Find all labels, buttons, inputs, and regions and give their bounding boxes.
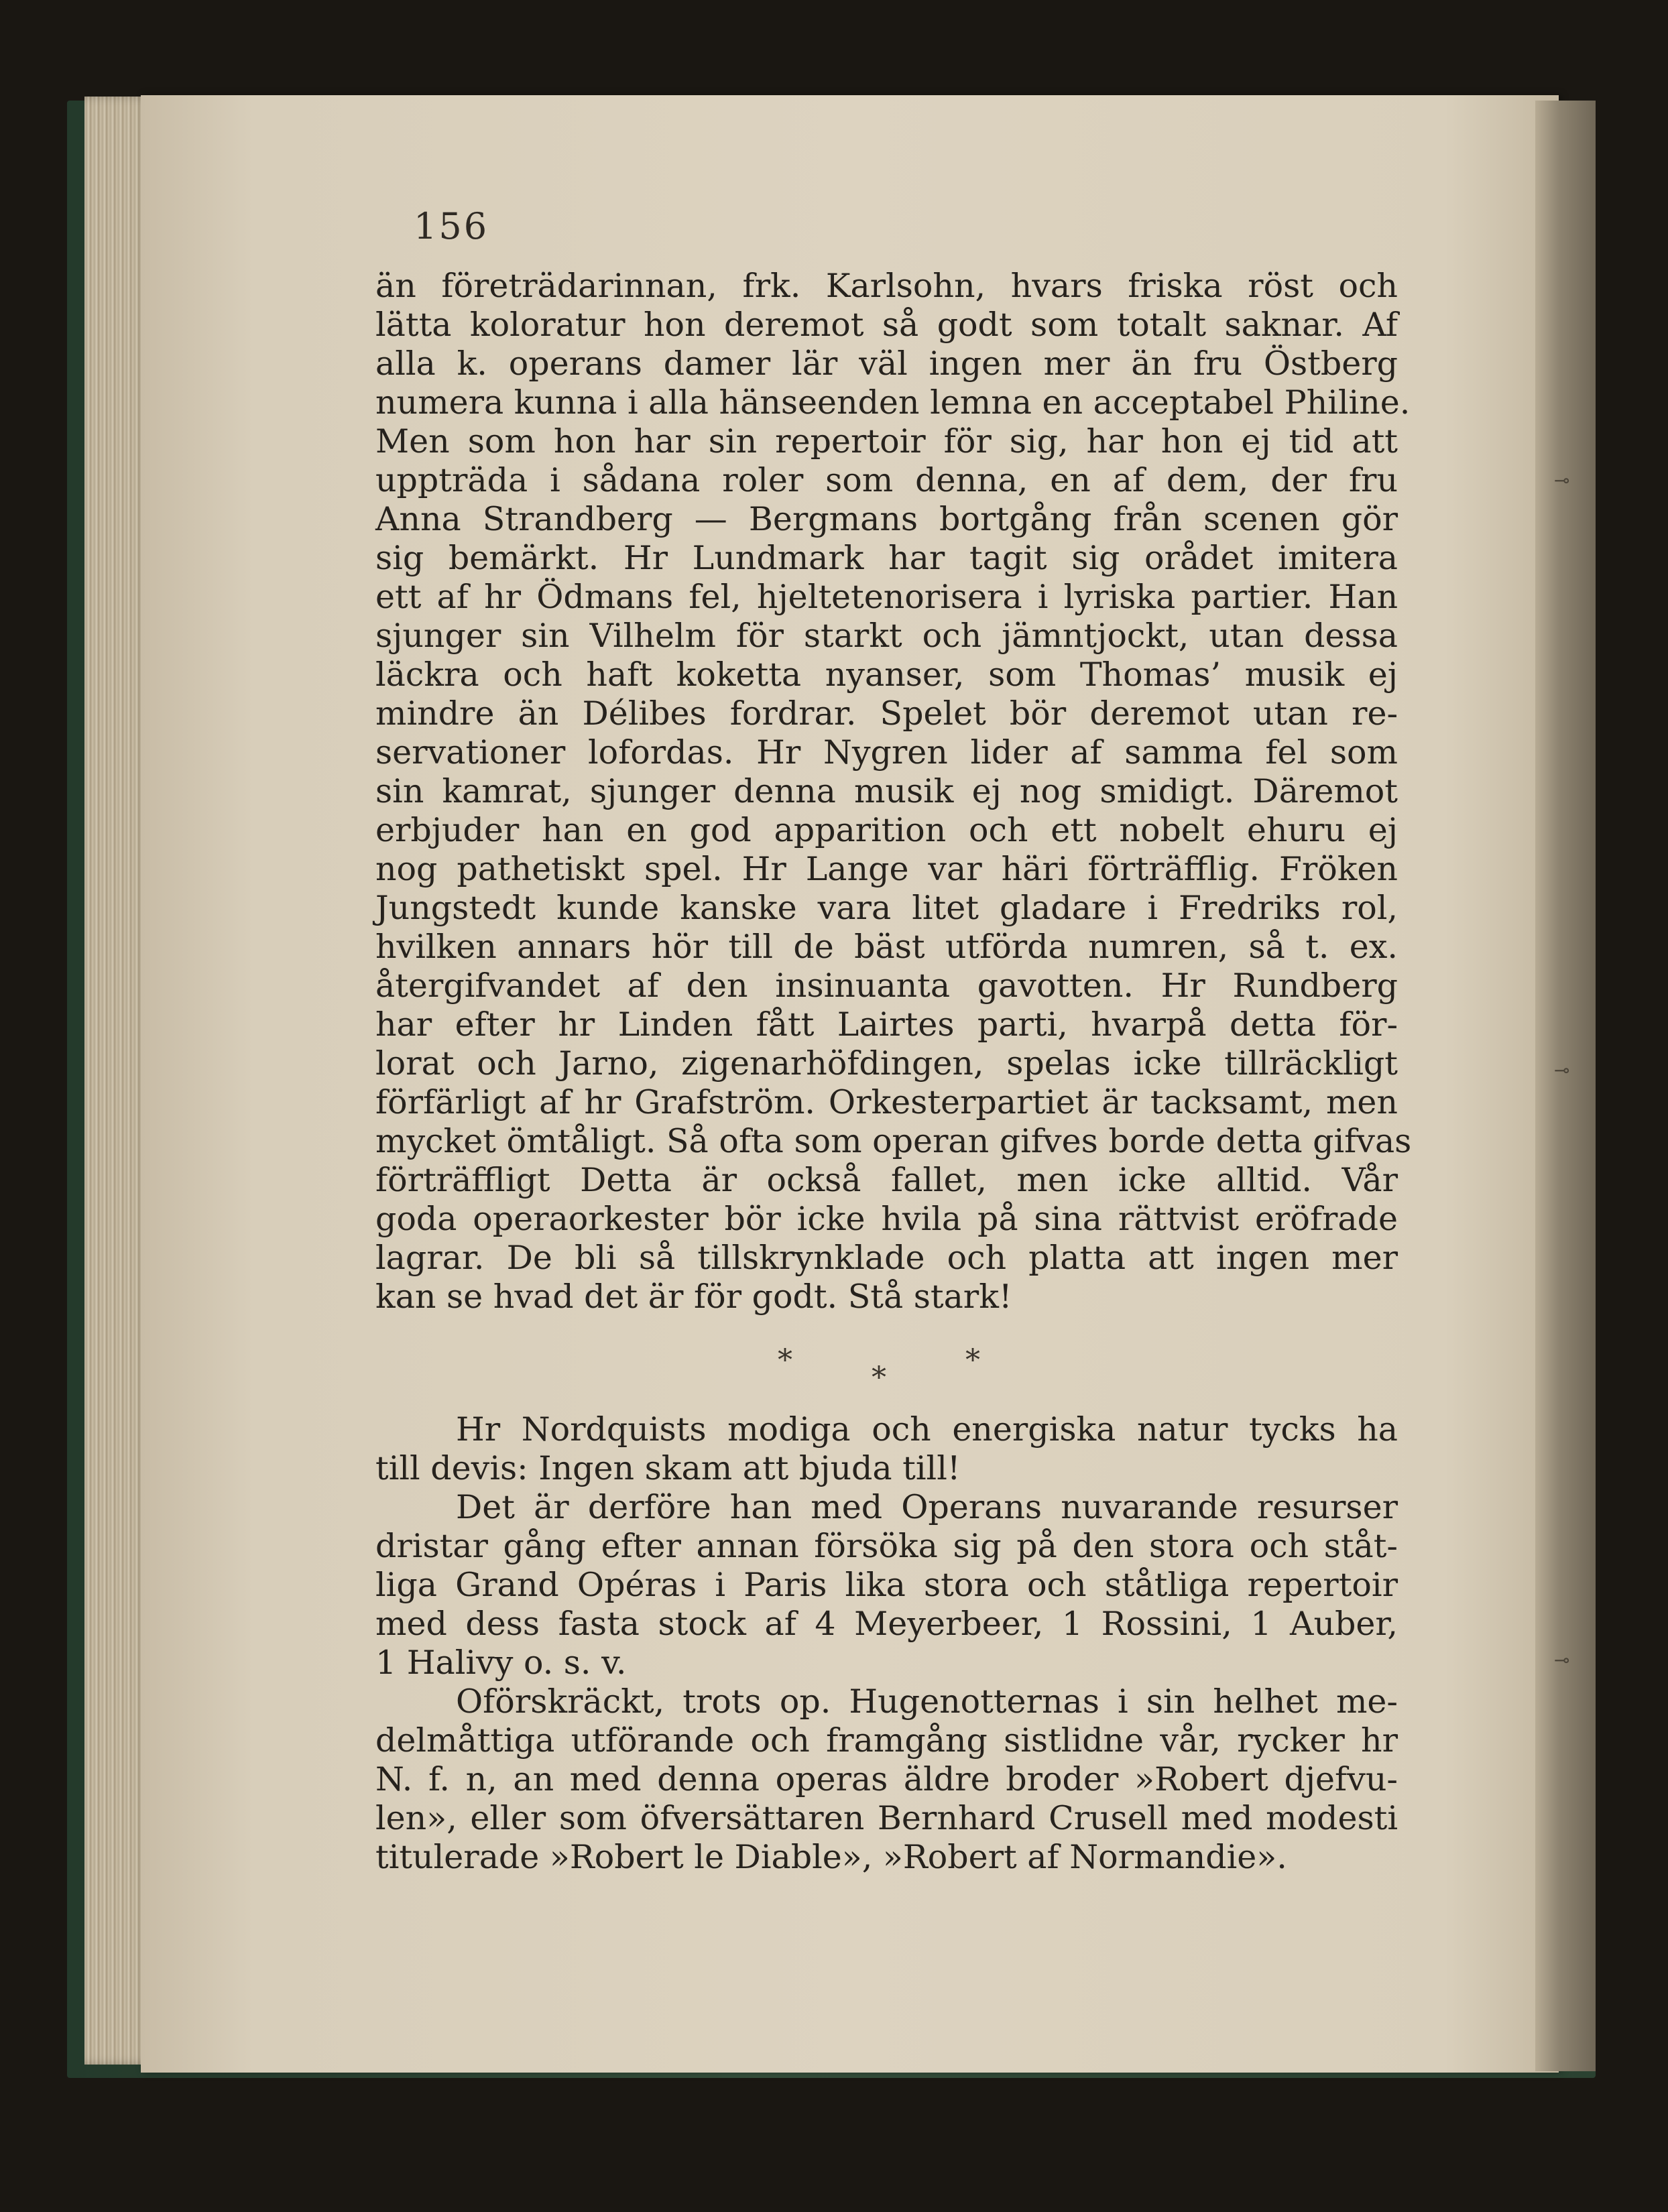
text-line: liga Grand Opéras i Paris lika stora och ståtliga repertoir [375,1566,1398,1604]
book-gutter [1535,101,1596,2071]
text-line: Jungstedt kunde kanske vara litet gladare i Fredriks rol, [375,889,1398,927]
text-line: läckra och haft koketta nyanser, som Thomas’ musik ej [375,656,1398,694]
text-line: servationer lofordas. Hr Nygren lider af samma fel som [375,733,1398,772]
spacer [375,1390,1398,1410]
text-line: sin kamrat, sjunger denna musik ej nog smidigt. Däremot [375,772,1398,810]
binding-thread-mark: ⊸ [1554,1649,1570,1671]
text-line: Anna Strandberg — Bergmans bortgång från scenen gör [375,500,1398,538]
text-line: än företrädarinnan, frk. Karlsohn, hvars friska röst och [375,267,1398,305]
text-line: goda operaorkester bör icke hvila på sina rättvist eröfrade [375,1200,1398,1238]
text-line: numera kunna i alla hänseenden lemna en acceptabel Philine. [375,383,1411,422]
asterisk: * [872,1361,886,1395]
text-line: mindre än Délibes fordrar. Spelet bör deremot utan re- [375,694,1398,733]
text-line: titulerade »Robert le Diable», »Robert af Normandie». [375,1838,1287,1876]
text-line: Det är derföre han med Operans nuvarande resurser [456,1488,1398,1526]
text-line: Men som hon har sin repertoir för sig, har hon ej tid att [375,422,1398,460]
text-line: förfärligt af hr Grafström. Orkesterpartiet är tacksamt, men [375,1083,1398,1121]
text-line: har efter hr Linden fått Lairtes parti, hvarpå detta för- [375,1005,1398,1044]
text-line: uppträda i sådana roler som denna, en af dem, der fru [375,461,1398,499]
review-section [375,267,1412,1316]
paragraph [375,1410,1398,1488]
text-line: sig bemärkt. Hr Lundmark har tagit sig orådet imitera [375,539,1398,577]
text-line: återgifvandet af den insinuanta gavotten. Hr Rundberg [375,967,1398,1005]
binding-thread-mark: ⊸ [1554,1059,1570,1081]
text-line: förträffligt Detta är också fallet, men icke alltid. Vår [375,1161,1398,1199]
text-line: hvilken annars hör till de bäst utförda numren, så t. ex. [375,928,1398,966]
text-line: alla k. operans damer lär väl ingen mer än fru Östberg [375,345,1398,383]
text-line: till devis: Ingen skam att bjuda till! [375,1449,961,1487]
asterisk: * [965,1343,980,1377]
paragraph [375,1488,1398,1682]
text-line: lagrar. De bli så tillskrynklade och platta att ingen mer [375,1239,1398,1277]
text-line: N. f. n, an med denna operas äldre broder »Robert djefvu- [375,1760,1398,1798]
text-line: delmåttiga utförande och framgång sistlidne vår, rycker hr [375,1721,1398,1760]
spacer [375,1316,1398,1337]
article-section [375,1410,1398,1877]
text-line: lorat och Jarno, zigenarhöfdingen, spelas icke tillräckligt [375,1044,1398,1083]
text-line: dristar gång efter annan försöka sig på den stora och ståt- [375,1527,1398,1565]
text-line: med dess fasta stock af 4 Meyerbeer, 1 Rossini, 1 Auber, [375,1605,1398,1643]
text-line: lätta koloratur hon deremot så godt som totalt saknar. Af [375,306,1398,344]
page-text [375,267,1412,1877]
paragraph [375,1682,1398,1877]
binding-thread-mark: ⊸ [1554,469,1570,491]
text-line: mycket ömtåligt. Så ofta som operan gifves borde detta gifvas [375,1122,1412,1160]
text-line: sjunger sin Vilhelm för starkt och jämntjockt, utan dessa [375,617,1398,655]
text-line: 1 Halivy o. s. v. [375,1644,627,1682]
text-line: len», eller som öfversättaren Bernhard Crusell med modesti [375,1799,1398,1837]
text-line: Hr Nordquists modiga och energiska natur tycks ha [456,1410,1398,1449]
text-line: kan se hvad det är för godt. Stå stark! [375,1278,1012,1316]
text-line: Oförskräckt, trots op. Hugenotternas i sin helhet me- [456,1682,1398,1721]
text-line: erbjuder han en god apparition och ett nobelt ehuru ej [375,811,1398,849]
page-number: 156 [414,205,489,247]
asterisk: * [778,1343,792,1377]
paragraph [375,267,1412,1316]
text-line: nog pathetiskt spel. Hr Lange var häri förträfflig. Fröken [375,850,1398,888]
section-separator [375,1337,1398,1395]
text-line: ett af hr Ödmans fel, hjeltetenorisera i lyriska partier. Han [375,578,1398,616]
